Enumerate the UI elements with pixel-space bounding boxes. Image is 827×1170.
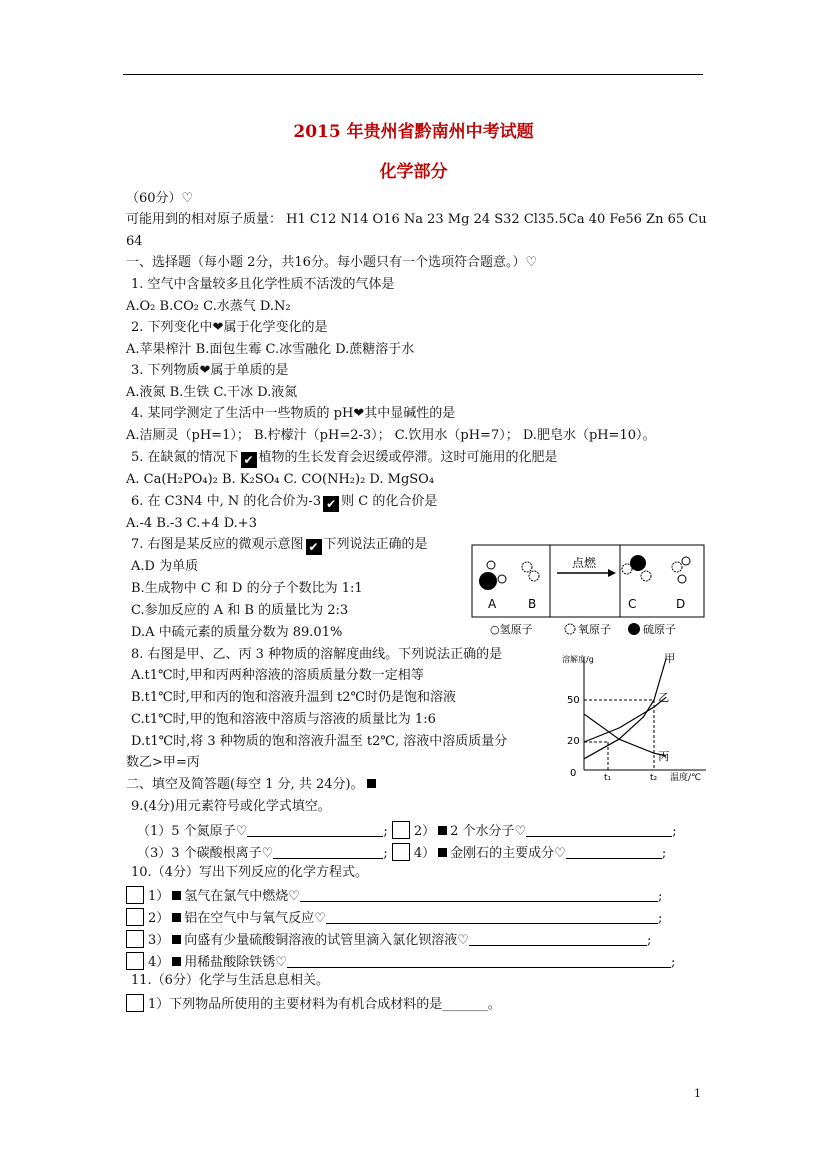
square-icon (172, 957, 181, 966)
question-7-text-b: 下列说法正确的是 (323, 537, 428, 552)
q10-3-num: 3） (148, 933, 170, 948)
label-b: B (528, 597, 537, 611)
question-8-option-b: B.t1℃时,甲和丙的饱和溶液升温到 t2℃时仍是饱和溶液 (131, 690, 457, 705)
question-7-text-a: 7. 右图是某反应的微观示意图 (131, 537, 304, 552)
square-icon (438, 848, 447, 857)
y-tick-20: 20 (567, 736, 580, 747)
score-line: （60分）♡ (126, 191, 194, 206)
x-tick-t2: t₂ (650, 773, 658, 782)
q11-1-text: 下列物品所使用的主要材料为有机合成材料的是_______。 (169, 997, 501, 1012)
question-7-option-c: C.参加反应的 A 和 B 的质量比为 2:3 (131, 603, 349, 618)
hydrogen-atom (678, 575, 686, 583)
hydrogen-atom (487, 561, 495, 569)
section2-heading (126, 776, 379, 794)
square-icon (438, 826, 447, 835)
question-6 (131, 493, 437, 512)
legend-hydrogen: ○氢原子 (490, 623, 533, 636)
question-7-option-b: B.生成物中 C 和 D 的分子个数比为 1:1 (131, 581, 363, 596)
atomic-masses: 可能用到的相对原子质量： H1 C12 N14 O16 Na 23 Mg 24 S32 Cl35.5Ca 40 Fe56 Zn 65 Cu (126, 212, 707, 227)
semicolon: ; (383, 846, 388, 861)
square-icon (172, 935, 181, 944)
question-3-options: A.液氮 B.生铁 C.干冰 D.液氮 (126, 385, 298, 400)
checkbox-icon[interactable] (392, 843, 410, 861)
label-d: D (676, 597, 686, 611)
arrow-label: 点燃 (572, 556, 597, 570)
q9-row2 (137, 843, 666, 863)
oxygen-atom (529, 571, 539, 581)
series-label-2: 丙 (658, 750, 670, 763)
question-7-option-a: A.D 为单质 (131, 559, 199, 574)
label-a: A (488, 597, 497, 611)
question-11: 11.（6分）化学与生活息息相关。 (131, 973, 329, 988)
square-icon (172, 891, 181, 900)
semicolon: ; (657, 889, 663, 904)
oxygen-atom (522, 562, 532, 572)
question-6-options: A.-4 B.-3 C.+4 D.+3 (126, 516, 257, 531)
question-1-options: A.O₂ B.CO₂ C.水蒸气 D.N₂ (126, 299, 291, 314)
hydrogen-atom (682, 557, 690, 565)
page-number: 1 (694, 1087, 701, 1100)
question-4-options: A.洁厕灵（pH=1）； B.柠檬汁（pH=2-3）； C.饮用水（pH=7）； D.肥皂水（pH=10）。 (126, 428, 656, 443)
q9-4-text: 金刚石的主要成分♡ (450, 846, 566, 861)
question-5-text-a: 5. 在缺氮的情况下 (131, 450, 239, 465)
semicolon: ; (657, 911, 663, 926)
x-tick-t1: t₁ (604, 773, 612, 782)
q9-3-text: （3）3 个碳酸根离子♡ (137, 846, 274, 861)
answer-blank[interactable] (326, 911, 658, 924)
question-2-text-a: 2. 下列变化中 (131, 320, 213, 335)
sulfur-atom (630, 555, 646, 571)
legend-oxygen: 氧原子 (578, 623, 611, 636)
checkbox-icon[interactable] (126, 886, 144, 904)
q10-1-num: 1） (148, 889, 170, 904)
answer-blank[interactable] (247, 824, 383, 837)
q10-1 (126, 886, 662, 906)
semicolon: ; (383, 824, 388, 839)
semicolon: ; (646, 933, 652, 948)
question-9: 9.(4分)用元素符号或化学式填空。 (131, 799, 331, 814)
answer-blank[interactable] (300, 889, 658, 902)
q9-2-text: 2 个水分子♡ (450, 824, 527, 839)
question-4-text-a: 4. 某同学测定了生活中一些物质的 pH (131, 406, 354, 421)
question-5 (131, 449, 558, 468)
checkbox-icon[interactable] (126, 908, 144, 926)
legend-sulfur: 硫原子 (643, 623, 676, 636)
section2-heading-text: 二、填空及简答题(每空 1 分, 共 24分)。 (126, 777, 364, 792)
series-label-1: 乙 (658, 691, 670, 705)
question-10: 10.（4分）写出下列反应的化学方程式。 (131, 865, 368, 880)
q10-3 (126, 930, 651, 950)
question-5-options: A. Ca(H₂PO₄)₂ B. K₂SO₄ C. CO(NH₂)₂ D. MgSO₄ (126, 472, 435, 487)
series-line-0 (584, 658, 666, 759)
y-tick-50: 50 (567, 695, 580, 706)
question-7 (131, 536, 428, 555)
y-tick-0: 0 (570, 768, 577, 779)
q9-2-num: 2） (413, 824, 436, 839)
question-4-text-b: 其中显碱性的是 (364, 406, 456, 421)
x-axis-label: 温度/℃ (670, 773, 702, 782)
atomic-masses-cont: 64 (126, 234, 143, 249)
y-axis-label: 溶解度/g (562, 655, 594, 664)
question-2 (131, 319, 327, 337)
label-c: C (628, 597, 637, 611)
sulfur-atom (479, 572, 497, 590)
q9-row1 (137, 821, 677, 841)
semicolon: ; (661, 846, 667, 861)
q10-4 (126, 952, 675, 972)
section1-heading: 一、选择题（每小题 2分，共16分。每小题只有一个选项符合题意。）♡ (126, 255, 538, 270)
checkmark-icon: ✔ (306, 539, 322, 555)
question-8: 8. 右图是甲、乙、丙 3 种物质的溶解度曲线。下列说法正确的是 (131, 647, 503, 662)
checkmark-icon: ✔ (241, 452, 257, 468)
question-5-text-b: 植物的生长发育会迟缓或停滞。这时可施用的化肥是 (258, 450, 558, 465)
question-3-text-b: 属于单质的是 (210, 363, 289, 378)
page-title: 2015 年贵州省黔南州中考试题 (293, 122, 534, 142)
semicolon: ; (672, 824, 677, 839)
question-8-option-d-cont: 数乙>甲=丙 (126, 755, 200, 770)
q10-2-num: 2） (148, 911, 170, 926)
question-7-option-d: D.A 中硫元素的质量分数为 89.01% (131, 625, 343, 640)
question-8-option-d: D.t1℃时,将 3 种物质的饱和溶液升温至 t2℃, 溶液中溶质质量分 (131, 734, 508, 749)
question-8-option-c: C.t1℃时,甲的饱和溶液中溶质与溶液的质量比为 1:6 (131, 712, 436, 727)
question-2-options: A.苹果榨汁 B.面包生霉 C.冰雪融化 D.蔗糖溶于水 (126, 342, 415, 357)
checkbox-icon[interactable] (126, 930, 144, 948)
heart-icon: ❤ (212, 320, 224, 335)
q11-1 (126, 994, 501, 1014)
question-6-text-a: 6. 在 C3N4 中, N 的化合价为-3 (131, 494, 322, 509)
heart-icon: ❤ (353, 406, 365, 421)
answer-blank[interactable] (287, 955, 671, 968)
question-1: 1. 空气中含量较多且化学性质不活泼的气体是 (131, 277, 395, 292)
checkbox-icon[interactable] (392, 821, 410, 839)
page-subtitle: 化学部分 (379, 162, 448, 182)
square-icon (367, 779, 376, 788)
semicolon: ; (670, 955, 676, 970)
answer-blank[interactable] (469, 933, 647, 946)
question-2-text-b: 属于化学变化的是 (223, 320, 328, 335)
checkmark-icon: ✔ (323, 496, 339, 512)
checkbox-icon[interactable] (126, 994, 144, 1012)
answer-blank[interactable] (273, 846, 383, 859)
heart-icon: ❤ (199, 363, 211, 378)
series-label-0: 甲 (664, 652, 676, 665)
question-3-text-a: 3. 下列物质 (131, 363, 200, 378)
top-rule (123, 74, 703, 75)
reaction-diagram (470, 543, 710, 643)
q11-1-num: 1） (148, 997, 170, 1012)
answer-blank[interactable] (526, 824, 672, 837)
hydrogen-atom (498, 575, 506, 583)
square-icon (172, 913, 181, 922)
q10-2-text: 铝在空气中与氧气反应♡ (184, 911, 326, 926)
q10-1-text: 氢气在氯气中燃烧♡ (184, 889, 300, 904)
q10-4-text: 用稀盐酸除铁锈♡ (184, 955, 287, 970)
q9-1-text: （1）5 个氮原子♡ (137, 824, 248, 839)
question-4 (131, 405, 455, 423)
q10-2 (126, 908, 662, 928)
question-8-option-a: A.t1℃时,甲和丙两种溶液的溶质质量分数一定相等 (131, 668, 424, 683)
solubility-chart (560, 650, 710, 782)
checkbox-icon[interactable] (126, 952, 144, 970)
q10-4-num: 4） (148, 955, 170, 970)
question-6-text-b: 则 C 的化合价是 (341, 494, 438, 509)
oxygen-atom (672, 562, 682, 572)
oxygen-atom (641, 571, 651, 581)
answer-blank[interactable] (566, 846, 662, 859)
question-3 (131, 362, 288, 380)
q10-3-text: 向盛有少量硫酸铜溶液的试管里滴入氯化钡溶液♡ (184, 933, 469, 948)
q9-4-num: 4） (413, 846, 436, 861)
